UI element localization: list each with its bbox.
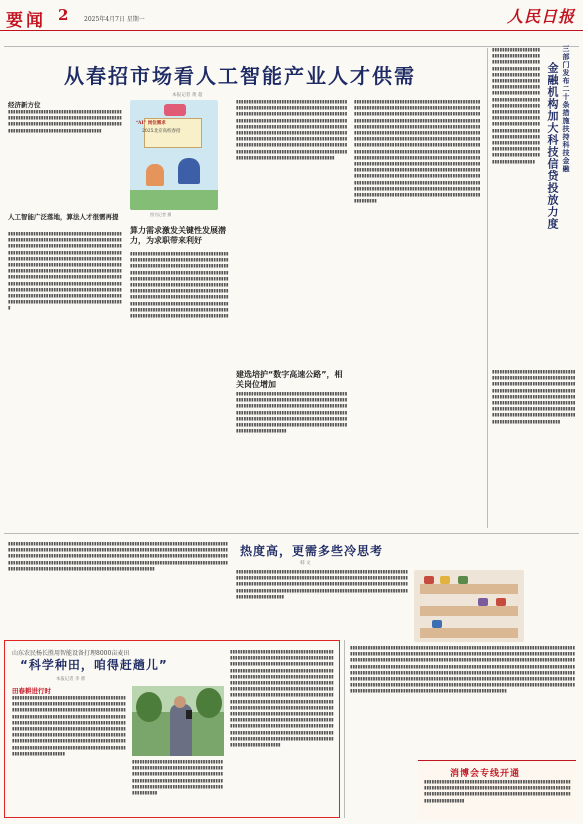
finance-text-col-1: ▮▮▮▮▮▮▮▮▮▮▮▮▮▮▮▮▮▮▮▮▮▮▮▮▮▮▮▮▮▮▮▮▮▮▮▮▮▮▮▮▮▮▮▮▮▮▮▮▮▮▮▮▮▮▮▮▮▮▮▮▮▮▮▮▮▮▮▮▮▮▮▮▮▮▮▮▮▮▮▮▮▮▮▮▮▮▮▮▮▮▮▮▮▮▮▮▮▮▮▮▮▮▮▮▮▮▮▮▮▮▮▮▮▮▮▮▮▮▮▮▮▮▮▮▮▮▮▮▮▮▮▮▮▮▮▮▮▮▮▮▮▮▮▮▮▮▮▮▮▮▮▮▮▮▮▮▮▮▮▮▮▮▮▮▮▮▮▮▮▮▮▮▮▮▮▮▮▮▮▮▮▮▮▮▮▮▮▮▮▮▮▮▮▮▮▮▮▮▮▮▮▮▮▮▮▮▮▮▮▮▮▮▮▮▮▮▮▮▮▮▮▮▮▮▮▮▮▮▮▮▮▮▮▮▮▮▮▮▮▮▮▮▮▮▮▮▮▮▮▮▮▮▮▮▮▮▮▮▮▮▮▮▮▮▮▮▮▮▮▮▮▮▮▮▮▮▮▮▮▮▮▮▮▮▮▮▮▮▮▮▮▮▮▮▮▮▮▮▮▮▮▮▮▮▮▮▮▮▮▮▮▮▮▮▮▮▮▮▮▮▮▮▮▮▮▮▮▮▮▮▮▮▮▮▮▮▮▮▮▮▮▮▮▮▮▮▮▮▮▮▮▮▮▮▮▮▮▮▮: [492, 48, 541, 165]
shelf: [420, 606, 518, 616]
feature-text-col-2: ▮▮▮▮▮▮▮▮▮▮▮▮▮▮▮▮▮▮▮▮▮▮▮▮▮▮▮▮▮▮▮▮▮▮▮▮▮▮▮▮▮▮▮▮▮▮▮▮▮▮▮▮▮▮▮▮▮▮▮▮▮▮▮▮▮▮▮▮▮▮▮▮▮▮▮▮▮▮▮▮▮▮▮▮▮▮▮▮▮▮▮▮▮▮▮▮▮▮▮▮▮▮▮▮▮▮▮▮▮▮▮▮▮▮▮▮▮▮▮▮▮▮▮▮▮▮▮▮▮▮▮▮▮▮▮▮▮▮▮▮▮▮▮▮▮▮▮▮▮▮▮▮▮▮▮▮▮▮▮▮▮▮▮▮▮▮▮▮▮▮▮▮▮▮▮▮▮▮▮▮▮▮▮▮▮▮▮▮▮▮: [132, 760, 224, 797]
cartoon-credit: 图为记者 摄: [150, 212, 172, 217]
cartoon-ground: [130, 190, 218, 210]
commentary-text-right: ▮▮▮▮▮▮▮▮▮▮▮▮▮▮▮▮▮▮▮▮▮▮▮▮▮▮▮▮▮▮▮▮▮▮▮▮▮▮▮▮▮▮▮▮▮▮▮▮▮▮▮▮▮▮▮▮▮▮▮▮▮▮▮▮▮▮▮▮▮▮▮▮▮▮▮▮▮▮▮▮▮▮▮▮▮▮▮▮▮▮▮▮▮▮▮▮▮▮▮▮▮▮▮▮▮▮▮▮▮▮▮▮▮▮▮▮▮▮▮▮▮▮▮▮▮▮▮▮▮▮▮▮▮▮▮▮▮▮▮▮▮▮▮▮▮▮▮▮▮▮▮▮▮▮▮▮▮▮▮▮▮▮▮▮▮▮▮▮▮▮▮▮▮▮▮▮▮▮▮▮▮▮▮▮▮▮▮▮▮▮▮▮▮▮▮▮▮▮▮▮▮▮▮▮▮▮▮▮▮▮▮▮▮▮▮▮▮▮▮▮▮▮▮▮▮▮▮▮▮▮▮▮▮▮▮▮▮▮▮▮▮▮▮▮▮▮▮▮▮▮▮▮▮▮▮▮▮▮▮▮▮▮▮▮▮▮▮▮▮▮▮▮▮▮▮▮▮▮▮▮▮▮▮▮▮▮▮▮▮▮▮: [236, 570, 408, 600]
cartoon-caption-ai: “AI” 岗位需求: [136, 121, 166, 126]
feature-subhead: 田春耕进行时: [12, 687, 51, 695]
product-item: [432, 620, 442, 628]
date-line: 2025年4月7日 星期一: [84, 16, 145, 23]
page-number: 2: [58, 6, 69, 24]
cartoon-caption-event: 2025北京高校春招: [142, 129, 181, 134]
lead-byline: 本报记者 黄 超: [172, 93, 203, 98]
product-item: [424, 576, 434, 584]
product-item: [478, 598, 488, 606]
feature-byline: 本报记者 李 蕾: [56, 677, 86, 682]
feature-kicker: 山东农民杨长胜用智能设备打理8000亩麦田: [12, 650, 130, 657]
ai-chip-sign: [164, 104, 186, 116]
lead-text-col-3: ▮▮▮▮▮▮▮▮▮▮▮▮▮▮▮▮▮▮▮▮▮▮▮▮▮▮▮▮▮▮▮▮▮▮▮▮▮▮▮▮▮▮▮▮▮▮▮▮▮▮▮▮▮▮▮▮▮▮▮▮▮▮▮▮▮▮▮▮▮▮▮▮▮▮▮▮▮▮▮▮▮▮▮▮▮▮▮▮▮▮▮▮▮▮▮▮▮▮▮▮▮▮▮▮▮▮▮▮▮▮▮▮▮▮▮▮▮▮▮▮▮▮▮▮▮▮▮▮▮▮▮▮▮▮▮▮▮▮▮▮▮▮▮▮▮▮▮▮▮▮▮▮▮▮▮▮▮▮▮▮▮▮▮▮▮▮▮▮▮▮▮▮▮▮▮▮▮▮▮▮▮▮▮▮▮▮▮▮▮▮▮▮▮▮▮▮▮▮▮▮▮▮▮▮▮▮▮▮▮▮▮▮▮▮▮▮▮▮▮▮▮▮▮▮▮▮▮▮▮▮▮▮▮▮▮▮▮▮▮▮▮▮▮▮▮▮▮▮▮▮▮▮▮▮▮▮▮▮▮▮▮▮▮▮▮▮▮▮▮▮▮▮▮▮▮▮▮▮▮▮▮▮▮▮▮▮▮▮▮▮▮▮▮▮▮▮▮▮▮▮▮▮▮▮▮▮▮▮▮▮▮▮▮▮▮▮▮▮▮▮▮▮▮▮▮▮▮▮▮▮▮▮▮▮▮▮▮▮▮▮▮▮▮▮▮▮▮▮▮▮▮▮▮▮▮▮▮▮▮▮▮▮▮▮▮▮▮▮▮▮▮▮▮▮▮▮▮▮▮▮▮▮▮▮▮▮▮▮▮▮▮▮▮▮▮▮▮▮▮▮▮▮▮▮▮▮▮▮▮▮▮▮▮▮▮▮▮▮▮▮▮▮▮▮▮▮▮▮▮▮▮▮▮▮▮: [236, 100, 348, 161]
mid-rule: [4, 533, 579, 534]
commentary-headline: 热度高，更需多些冷思考: [240, 544, 384, 558]
commentary-byline: 韩 文: [300, 561, 311, 566]
lead-text-col-4: ▮▮▮▮▮▮▮▮▮▮▮▮▮▮▮▮▮▮▮▮▮▮▮▮▮▮▮▮▮▮▮▮▮▮▮▮▮▮▮▮▮▮▮▮▮▮▮▮▮▮▮▮▮▮▮▮▮▮▮▮▮▮▮▮▮▮▮▮▮▮▮▮▮▮▮▮▮▮▮▮▮▮▮▮▮▮▮▮▮▮▮▮▮▮▮▮▮▮▮▮▮▮▮▮▮▮▮▮▮▮▮▮▮▮▮▮▮▮▮▮▮▮▮▮▮▮▮▮▮▮▮▮▮▮▮▮▮▮▮▮▮▮▮▮▮▮▮▮▮▮▮▮▮▮▮▮▮▮▮▮▮▮▮▮▮▮▮▮▮▮▮▮▮▮▮▮▮▮▮▮▮▮▮▮▮▮▮▮▮▮▮▮▮▮▮▮▮▮▮▮▮▮▮▮▮▮▮▮▮▮▮▮▮▮▮▮▮▮▮▮▮▮▮▮▮▮▮▮▮▮▮▮▮▮▮▮▮▮▮▮▮▮▮▮▮▮▮▮▮▮▮▮▮▮▮▮▮▮▮▮▮▮▮▮▮▮▮▮▮▮▮▮▮▮▮▮▮▮▮▮▮▮▮▮▮▮▮▮▮▮▮▮▮▮▮▮▮▮▮▮▮▮▮▮▮▮▮▮▮▮▮▮▮▮▮▮▮▮▮▮▮▮▮▮▮▮▮▮▮▮▮▮▮▮▮▮▮▮▮▮▮▮▮▮▮▮▮▮▮▮▮▮▮▮▮▮▮▮▮▮▮▮▮▮▮▮▮▮▮▮▮▮▮▮▮▮▮▮▮▮▮▮▮▮▮▮▮▮▮▮▮▮▮▮▮▮▮▮▮▮▮▮▮▮▮▮▮▮▮▮▮▮▮▮▮▮▮▮▮▮▮▮▮▮▮▮▮▮▮▮▮▮▮▮▮▮▮▮▮▮▮▮▮▮▮▮▮▮▮▮▮▮▮▮▮▮▮▮▮▮▮▮▮▮▮▮▮▮▮▮▮▮▮▮▮▮▮▮▮▮▮▮▮▮▮▮▮▮▮▮▮▮▮▮▮▮▮▮▮▮▮▮▮▮▮▮▮▮▮▮▮▮▮▮▮▮▮▮▮▮▮▮▮▮▮▮▮▮▮▮▮▮▮▮▮▮▮▮▮▮▮▮▮▮▮▮▮▮▮▮▮▮▮▮▮▮▮▮▮▮▮▮▮▮▮▮▮▮▮▮▮▮▮▮▮▮▮▮▮▮▮▮▮▮▮▮▮▮▮▮▮▮▮▮▮▮▮▮▮▮▮▮▮▮▮▮▮▮▮▮▮▮▮▮▮▮▮▮▮▮▮▮▮▮▮▮▮▮▮▮▮▮▮▮▮▮▮▮▮▮▮▮▮▮▮▮▮▮▮▮▮▮▮▮▮▮▮▮▮▮▮▮▮▮▮▮▮▮▮▮▮▮▮▮▮▮▮▮▮▮▮▮▮▮▮▮▮▮▮▮▮▮▮▮▮▮▮▮▮▮▮▮▮▮▮▮▮▮▮▮▮▮▮▮▮▮▮▮▮▮▮▮▮▮▮▮▮▮▮▮▮▮▮▮▮▮▮▮▮▮▮▮▮▮▮▮▮▮▮▮▮▮▮▮▮▮▮▮▮▮▮▮▮▮▮▮▮▮▮▮▮▮▮▮▮▮▮▮▮▮▮▮▮▮▮▮▮▮▮▮▮▮▮▮▮▮▮▮▮▮▮▮▮▮▮▮▮▮▮: [354, 100, 481, 205]
shelf: [420, 628, 518, 638]
masthead-rule: [0, 30, 583, 31]
cartoon-figure-right: [178, 158, 200, 184]
lead-subhead-2: 人工智能广泛落地，算法人才很需再提: [8, 213, 119, 221]
section-label: 要闻: [6, 11, 46, 31]
shelf: [420, 584, 518, 594]
commentary-text-left: ▮▮▮▮▮▮▮▮▮▮▮▮▮▮▮▮▮▮▮▮▮▮▮▮▮▮▮▮▮▮▮▮▮▮▮▮▮▮▮▮▮▮▮▮▮▮▮▮▮▮▮▮▮▮▮▮▮▮▮▮▮▮▮▮▮▮▮▮▮▮▮▮▮▮▮▮▮▮▮▮▮▮▮▮▮▮▮▮▮▮▮▮▮▮▮▮▮▮▮▮▮▮▮▮▮▮▮▮▮▮▮▮▮▮▮▮▮▮▮▮▮▮▮▮▮▮▮▮▮▮▮▮▮▮▮▮▮▮▮▮▮▮▮▮▮▮▮▮▮▮▮▮▮▮▮▮▮▮▮▮▮▮▮▮▮▮▮▮▮▮▮▮▮▮▮▮▮▮▮▮▮▮▮▮▮▮▮▮▮▮▮▮▮▮▮▮▮▮▮▮▮▮▮▮▮▮▮▮▮▮▮▮▮▮▮▮▮▮▮▮▮▮▮▮▮▮▮▮▮▮▮▮▮▮▮▮▮▮▮▮▮▮▮▮▮▮▮▮▮▮▮▮▮▮▮▮▮▮▮▮▮▮▮▮▮▮▮▮▮▮▮▮▮▮▮▮▮▮▮▮▮▮▮▮▮▮▮▮▮▮▮▮▮▮▮▮▮▮▮▮▮▮▮▮▮▮▮▮▮▮▮▮▮▮▮▮▮▮▮▮▮▮▮▮▮▮▮▮▮▮▮▮▮▮▮▮▮▮▮▮▮▮▮▮▮▮▮▮▮▮▮▮▮▮▮▮▮▮▮▮▮▮▮▮▮▮▮▮▮▮▮▮▮▮▮▮▮▮▮▮▮▮▮▮▮▮▮▮▮▮▮▮▮▮▮▮▮▮▮▮▮▮▮▮▮▮: [8, 542, 228, 572]
lead-text-col-3b: ▮▮▮▮▮▮▮▮▮▮▮▮▮▮▮▮▮▮▮▮▮▮▮▮▮▮▮▮▮▮▮▮▮▮▮▮▮▮▮▮▮▮▮▮▮▮▮▮▮▮▮▮▮▮▮▮▮▮▮▮▮▮▮▮▮▮▮▮▮▮▮▮▮▮▮▮▮▮▮▮▮▮▮▮▮▮▮▮▮▮▮▮▮▮▮▮▮▮▮▮▮▮▮▮▮▮▮▮▮▮▮▮▮▮▮▮▮▮▮▮▮▮▮▮▮▮▮▮▮▮▮▮▮▮▮▮▮▮▮▮▮▮▮▮▮▮▮▮▮▮▮▮▮▮▮▮▮▮▮▮▮▮▮▮▮▮▮▮▮▮▮▮▮▮▮▮▮▮▮▮▮▮▮▮▮▮▮▮▮▮▮▮▮▮▮▮▮▮▮▮▮▮▮▮▮▮▮▮▮▮▮▮▮▮▮▮▮▮▮▮▮▮▮▮▮▮▮▮▮▮▮▮▮▮▮▮▮▮▮▮▮▮▮▮▮▮▮▮▮▮▮▮▮▮▮▮▮▮▮▮▮▮▮▮▮▮▮▮▮▮▮▮▮▮▮▮▮▮▮▮▮▮▮▮: [236, 392, 348, 435]
lead-text-col-1: ▮▮▮▮▮▮▮▮▮▮▮▮▮▮▮▮▮▮▮▮▮▮▮▮▮▮▮▮▮▮▮▮▮▮▮▮▮▮▮▮▮▮▮▮▮▮▮▮▮▮▮▮▮▮▮▮▮▮▮▮▮▮▮▮▮▮▮▮▮▮▮▮▮▮▮▮▮▮▮▮▮▮▮▮▮▮▮▮▮▮▮▮▮▮▮▮▮▮▮▮▮▮▮▮▮▮▮▮▮▮▮▮▮▮▮▮▮▮▮▮▮▮▮▮▮▮▮▮▮▮▮▮▮▮▮▮▮▮▮▮▮▮▮▮▮▮▮▮▮▮▮▮▮▮▮▮▮▮▮▮▮▮▮▮▮▮▮▮▮▮▮▮: [8, 110, 122, 134]
newspaper-brand: 人民日报: [506, 7, 575, 26]
lead-headline: 从春招市场看人工智能产业人才供需: [64, 64, 416, 88]
feature-text-col-1: ▮▮▮▮▮▮▮▮▮▮▮▮▮▮▮▮▮▮▮▮▮▮▮▮▮▮▮▮▮▮▮▮▮▮▮▮▮▮▮▮▮▮▮▮▮▮▮▮▮▮▮▮▮▮▮▮▮▮▮▮▮▮▮▮▮▮▮▮▮▮▮▮▮▮▮▮▮▮▮▮▮▮▮▮▮▮▮▮▮▮▮▮▮▮▮▮▮▮▮▮▮▮▮▮▮▮▮▮▮▮▮▮▮▮▮▮▮▮▮▮▮▮▮▮▮▮▮▮▮▮▮▮▮▮▮▮▮▮▮▮▮▮▮▮▮▮▮▮▮▮▮▮▮▮▮▮▮▮▮▮▮▮▮▮▮▮▮▮▮▮▮▮▮▮▮▮▮▮▮▮▮▮▮▮▮▮▮▮▮▮▮▮▮▮▮▮▮▮▮▮▮▮▮▮▮▮▮▮▮▮▮▮▮▮▮▮▮▮▮▮▮▮▮▮▮▮▮▮▮▮▮▮▮▮▮▮▮▮▮▮▮▮▮▮▮▮▮▮▮▮▮▮▮▮▮▮▮▮▮▮▮▮▮▮▮▮▮▮▮▮▮▮▮▮▮▮▮▮▮▮▮▮▮▮▮▮▮▮▮▮▮▮▮▮▮▮▮▮▮▮▮▮▮▮▮▮▮▮▮▮▮▮▮▮▮▮▮▮▮▮▮▮▮▮▮▮▮▮▮▮▮▮▮▮▮▮▮▮▮▮▮▮▮▮▮▮▮▮▮▮▮▮▮▮▮▮▮▮▮▮▮▮▮▮▮▮▮▮▮▮▮▮▮▮▮▮▮▮▮▮▮▮▮▮▮▮▮▮▮▮▮▮▮▮▮▮▮▮▮▮▮▮▮▮▮▮▮▮▮▮▮▮▮▮▮▮▮▮▮▮▮▮▮▮▮▮: [12, 696, 126, 757]
photo-phone: [186, 710, 192, 719]
finance-headline: 金融机构加大科技信贷投放力度: [546, 62, 559, 230]
bottom-column-divider: [344, 640, 345, 818]
photo-tree: [136, 692, 162, 722]
lead-text-col-2: ▮▮▮▮▮▮▮▮▮▮▮▮▮▮▮▮▮▮▮▮▮▮▮▮▮▮▮▮▮▮▮▮▮▮▮▮▮▮▮▮▮▮▮▮▮▮▮▮▮▮▮▮▮▮▮▮▮▮▮▮▮▮▮▮▮▮▮▮▮▮▮▮▮▮▮▮▮▮▮▮▮▮▮▮▮▮▮▮▮▮▮▮▮▮▮▮▮▮▮▮▮▮▮▮▮▮▮▮▮▮▮▮▮▮▮▮▮▮▮▮▮▮▮▮▮▮▮▮▮▮▮▮▮▮▮▮▮▮▮▮▮▮▮▮▮▮▮▮▮▮▮▮▮▮▮▮▮▮▮▮▮▮▮▮▮▮▮▮▮▮▮▮▮▮▮▮▮▮▮▮▮▮▮▮▮▮▮▮▮▮▮▮▮▮▮▮▮▮▮▮▮▮▮▮▮▮▮▮▮▮▮▮▮▮▮▮▮▮▮▮▮▮▮▮▮▮▮▮▮▮▮▮▮▮▮▮▮▮▮▮▮▮▮▮▮▮▮▮▮▮▮▮▮▮▮▮▮▮▮▮▮▮▮▮▮▮▮▮▮▮▮▮▮▮▮▮▮▮▮▮▮▮▮▮▮▮▮▮▮▮▮▮▮▮▮▮▮▮▮▮▮▮▮▮▮▮▮▮▮▮▮▮▮▮▮▮▮▮▮▮▮▮▮▮▮▮▮▮▮▮▮▮▮▮▮▮▮▮▮▮▮▮▮▮▮▮▮▮▮▮▮▮▮▮▮▮▮▮▮▮▮▮▮▮▮▮▮▮▮▮▮▮▮▮▮▮▮▮▮▮▮▮▮▮▮▮▮▮▮▮▮▮▮▮▮▮▮▮▮▮▮▮▮▮▮▮▮▮▮▮▮▮▮▮▮▮▮▮▮▮▮▮▮▮▮▮▮▮▮: [130, 252, 229, 320]
product-item: [458, 576, 468, 584]
headline-top-rule: [4, 46, 579, 47]
farmer-photo: [132, 686, 224, 756]
cartoon-figure-left: [146, 164, 164, 186]
feature-text-col-3: ▮▮▮▮▮▮▮▮▮▮▮▮▮▮▮▮▮▮▮▮▮▮▮▮▮▮▮▮▮▮▮▮▮▮▮▮▮▮▮▮▮▮▮▮▮▮▮▮▮▮▮▮▮▮▮▮▮▮▮▮▮▮▮▮▮▮▮▮▮▮▮▮▮▮▮▮▮▮▮▮▮▮▮▮▮▮▮▮▮▮▮▮▮▮▮▮▮▮▮▮▮▮▮▮▮▮▮▮▮▮▮▮▮▮▮▮▮▮▮▮▮▮▮▮▮▮▮▮▮▮▮▮▮▮▮▮▮▮▮▮▮▮▮▮▮▮▮▮▮▮▮▮▮▮▮▮▮▮▮▮▮▮▮▮▮▮▮▮▮▮▮▮▮▮▮▮▮▮▮▮▮▮▮▮▮▮▮▮▮▮▮▮▮▮▮▮▮▮▮▮▮▮▮▮▮▮▮▮▮▮▮▮▮▮▮▮▮▮▮▮▮▮▮▮▮▮▮▮▮▮▮▮▮▮▮▮▮▮▮▮▮▮▮▮▮▮▮▮▮▮▮▮▮▮▮▮▮▮▮▮▮▮▮▮▮▮▮▮▮▮▮▮▮▮▮▮▮▮▮▮▮▮▮▮▮▮▮▮▮▮▮▮▮▮▮▮▮▮▮▮▮▮▮▮▮▮▮▮▮▮▮▮▮▮▮▮▮▮▮▮▮▮▮▮▮▮▮▮▮▮▮▮▮▮▮▮▮▮▮▮▮▮▮▮▮▮▮▮▮▮▮▮▮▮▮▮▮▮▮▮▮▮▮▮▮▮▮▮▮▮▮▮▮▮▮▮▮▮▮▮▮▮▮▮▮▮▮▮▮▮▮▮▮▮▮▮▮▮▮▮▮▮▮▮▮▮▮▮▮▮▮▮▮▮▮▮▮▮▮▮▮▮▮▮▮▮▮▮▮▮▮▮▮▮▮▮▮▮▮▮▮▮▮▮▮▮▮▮▮▮▮▮▮▮▮▮▮▮▮▮▮▮▮▮▮▮▮▮▮▮▮▮▮▮▮▮▮▮▮▮▮▮▮▮▮▮▮▮▮▮▮▮▮▮▮▮▮▮▮▮▮▮▮▮▮▮▮▮▮▮▮▮▮▮▮▮▮▮▮▮▮▮▮▮▮▮▮▮▮▮▮▮▮▮▮▮▮▮▮▮▮▮▮▮▮▮▮▮▮▮▮▮▮▮▮▮▮▮▮▮▮▮▮▮▮▮▮▮▮▮▮▮▮▮▮▮▮▮▮▮▮▮▮▮▮▮▮▮▮▮▮▮▮▮▮▮▮▮▮▮▮▮▮▮▮▮▮▮▮▮▮▮▮▮▮▮▮▮▮▮▮▮▮▮▮▮▮▮▮▮▮▮▮▮▮: [230, 650, 334, 749]
ai-jobs-cartoon: [130, 100, 218, 210]
photo-tree: [196, 688, 222, 718]
product-item: [440, 576, 450, 584]
finance-text-col-2: ▮▮▮▮▮▮▮▮▮▮▮▮▮▮▮▮▮▮▮▮▮▮▮▮▮▮▮▮▮▮▮▮▮▮▮▮▮▮▮▮▮▮▮▮▮▮▮▮▮▮▮▮▮▮▮▮▮▮▮▮▮▮▮▮▮▮▮▮▮▮▮▮▮▮▮▮▮▮▮▮▮▮▮▮▮▮▮▮▮▮▮▮▮▮▮▮▮▮▮▮▮▮▮▮▮▮▮▮▮▮▮▮▮▮▮▮▮▮▮▮▮▮▮▮▮▮▮▮▮▮▮▮▮▮▮▮▮▮▮▮▮▮▮▮▮▮▮▮▮▮▮▮▮▮▮▮▮▮▮▮▮▮▮▮▮▮▮▮▮▮▮▮▮▮▮▮▮▮▮▮▮▮▮▮▮▮▮▮▮▮▮▮▮▮▮▮▮▮▮▮▮▮▮▮▮▮▮▮▮▮▮▮▮▮▮▮▮▮▮▮▮▮▮▮▮▮▮▮▮▮▮▮▮▮▮▮▮▮▮▮▮▮▮▮▮▮▮▮▮▮▮▮▮▮▮▮▮▮▮▮▮▮▮▮▮▮▮▮▮▮▮▮▮▮▮▮▮▮▮▮▮▮▮▮▮▮▮▮▮▮▮: [492, 370, 576, 425]
feature-title: “科学种田，咱得赶趟儿”: [20, 658, 168, 672]
photo-farmer-head: [174, 696, 186, 708]
lead-subhead-4: 建选培护“数字高速公路”，相关岗位增加: [236, 370, 343, 389]
lead-text-col-1b: ▮▮▮▮▮▮▮▮▮▮▮▮▮▮▮▮▮▮▮▮▮▮▮▮▮▮▮▮▮▮▮▮▮▮▮▮▮▮▮▮▮▮▮▮▮▮▮▮▮▮▮▮▮▮▮▮▮▮▮▮▮▮▮▮▮▮▮▮▮▮▮▮▮▮▮▮▮▮▮▮▮▮▮▮▮▮▮▮▮▮▮▮▮▮▮▮▮▮▮▮▮▮▮▮▮▮▮▮▮▮▮▮▮▮▮▮▮▮▮▮▮▮▮▮▮▮▮▮▮▮▮▮▮▮▮▮▮▮▮▮▮▮▮▮▮▮▮▮▮▮▮▮▮▮▮▮▮▮▮▮▮▮▮▮▮▮▮▮▮▮▮▮▮▮▮▮▮▮▮▮▮▮▮▮▮▮▮▮▮▮▮▮▮▮▮▮▮▮▮▮▮▮▮▮▮▮▮▮▮▮▮▮▮▮▮▮▮▮▮▮▮▮▮▮▮▮▮▮▮▮▮▮▮▮▮▮▮▮▮▮▮▮▮▮▮▮▮▮▮▮▮▮▮▮▮▮▮▮▮▮▮▮▮▮▮▮▮▮▮▮▮▮▮▮▮▮▮▮▮▮▮▮▮▮▮▮▮▮▮▮▮▮▮▮▮▮▮▮▮▮▮▮▮▮▮▮▮▮▮▮▮▮▮▮▮▮▮▮▮▮▮▮▮▮▮▮▮▮▮▮▮▮▮▮▮▮▮▮▮▮▮▮▮▮▮▮▮▮▮▮▮▮▮▮▮▮▮▮▮▮▮▮▮▮▮▮▮▮▮▮▮▮▮▮▮▮▮▮▮▮▮▮▮▮▮▮▮▮▮▮▮▮▮▮▮▮▮▮▮▮▮▮▮▮▮▮▮▮▮▮▮▮▮▮▮▮▮▮▮▮▮▮▮▮▮▮▮▮▮▮▮▮▮▮▮▮▮▮▮▮▮▮▮▮▮▮▮▮▮▮▮▮▮▮▮▮▮▮▮▮▮▮▮▮▮▮▮▮▮▮▮▮▮▮▮▮▮▮▮▮▮▮▮▮▮▮▮▮▮▮▮▮▮▮▮▮▮▮▮▮▮▮▮▮▮▮▮▮▮▮▮▮▮▮▮▮▮▮▮▮▮▮▮▮▮▮▮▮▮▮▮▮▮▮▮▮▮▮▮▮▮: [8, 232, 122, 312]
product-item: [496, 598, 506, 606]
right-column-divider: [487, 48, 488, 528]
lead-subhead-3: 算力需求激发关键性发展潜力，为求职带来利好: [130, 226, 226, 245]
expo-news-title: 消博会专线开通: [450, 769, 521, 779]
lead-subhead-1: 经济新方位: [8, 101, 41, 109]
expo-products-image: [414, 570, 524, 642]
expo-news-text: ▮▮▮▮▮▮▮▮▮▮▮▮▮▮▮▮▮▮▮▮▮▮▮▮▮▮▮▮▮▮▮▮▮▮▮▮▮▮▮▮▮▮▮▮▮▮▮▮▮▮▮▮▮▮▮▮▮▮▮▮▮▮▮▮▮▮▮▮▮▮▮▮▮▮▮▮▮▮▮▮▮▮▮▮▮▮▮▮▮▮▮▮▮▮▮▮▮▮▮▮▮▮▮▮▮▮▮▮▮▮▮▮▮▮▮▮▮▮▮▮▮▮▮▮▮▮▮▮▮▮▮▮▮▮▮▮▮▮▮▮▮▮▮▮▮▮▮▮▮▮▮▮▮▮▮▮▮▮▮▮▮▮▮▮▮▮▮▮▮▮▮▮▮▮▮▮▮▮▮▮▮▮▮▮▮▮▮▮▮▮: [424, 780, 571, 804]
expo-text: ▮▮▮▮▮▮▮▮▮▮▮▮▮▮▮▮▮▮▮▮▮▮▮▮▮▮▮▮▮▮▮▮▮▮▮▮▮▮▮▮▮▮▮▮▮▮▮▮▮▮▮▮▮▮▮▮▮▮▮▮▮▮▮▮▮▮▮▮▮▮▮▮▮▮▮▮▮▮▮▮▮▮▮▮▮▮▮▮▮▮▮▮▮▮▮▮▮▮▮▮▮▮▮▮▮▮▮▮▮▮▮▮▮▮▮▮▮▮▮▮▮▮▮▮▮▮▮▮▮▮▮▮▮▮▮▮▮▮▮▮▮▮▮▮▮▮▮▮▮▮▮▮▮▮▮▮▮▮▮▮▮▮▮▮▮▮▮▮▮▮▮▮▮▮▮▮▮▮▮▮▮▮▮▮▮▮▮▮▮▮▮▮▮▮▮▮▮▮▮▮▮▮▮▮▮▮▮▮▮▮▮▮▮▮▮▮▮▮▮▮▮▮▮▮▮▮▮▮▮▮▮▮▮▮▮▮▮▮▮▮▮▮▮▮▮▮▮▮▮▮▮▮▮▮▮▮▮▮▮▮▮▮▮▮▮▮▮▮▮▮▮▮▮▮▮▮▮▮▮▮▮▮▮▮▮▮▮▮▮▮▮▮▮▮▮▮▮▮▮▮▮▮▮▮▮▮▮▮▮▮▮▮▮▮▮▮▮▮▮▮▮▮▮▮▮▮▮▮▮▮▮▮▮▮▮▮▮▮▮▮▮▮▮▮▮▮▮▮▮▮▮▮▮▮▮▮▮▮▮▮▮▮▮▮▮▮▮▮▮▮▮▮▮▮▮▮▮▮▮▮▮▮▮▮▮▮▮▮▮▮▮▮▮▮▮▮▮▮▮▮▮▮▮▮▮▮▮▮▮▮▮▮▮▮▮▮▮▮▮▮▮▮▮▮▮▮▮▮▮▮▮▮▮▮▮▮▮▮▮▮▮▮▮▮▮▮▮▮▮▮▮▮▮▮▮▮▮▮▮▮▮▮▮▮▮▮▮▮▮▮▮▮▮▮▮▮▮▮▮▮▮▮▮▮▮▮▮▮▮▮▮▮▮▮▮▮▮▮▮▮▮▮▮▮▮▮▮▮▮▮▮▮▮▮▮▮▮▮▮▮▮▮▮▮▮▮▮▮▮▮▮▮▮▮▮▮▮▮▮▮▮▮▮▮▮▮▮▮▮▮▮▮▮▮▮▮▮▮▮▮▮▮▮▮▮▮▮▮▮▮▮▮▮▮▮▮▮▮▮▮▮▮▮▮▮▮▮▮▮▮▮▮▮▮▮▮▮▮▮▮▮▮▮▮▮▮▮▮▮▮▮▮▮▮▮▮▮▮▮▮▮▮▮▮▮▮▮▮▮▮▮▮▮▮▮▮▮▮▮▮▮▮▮▮▮▮▮▮▮▮▮▮▮▮▮▮▮▮▮▮▮▮▮▮▮▮▮▮▮▮▮▮▮▮▮▮▮▮▮▮▮▮▮▮▮: [350, 646, 575, 695]
finance-kicker: 三部门发布二十条措施扶持科技金融: [562, 45, 571, 173]
